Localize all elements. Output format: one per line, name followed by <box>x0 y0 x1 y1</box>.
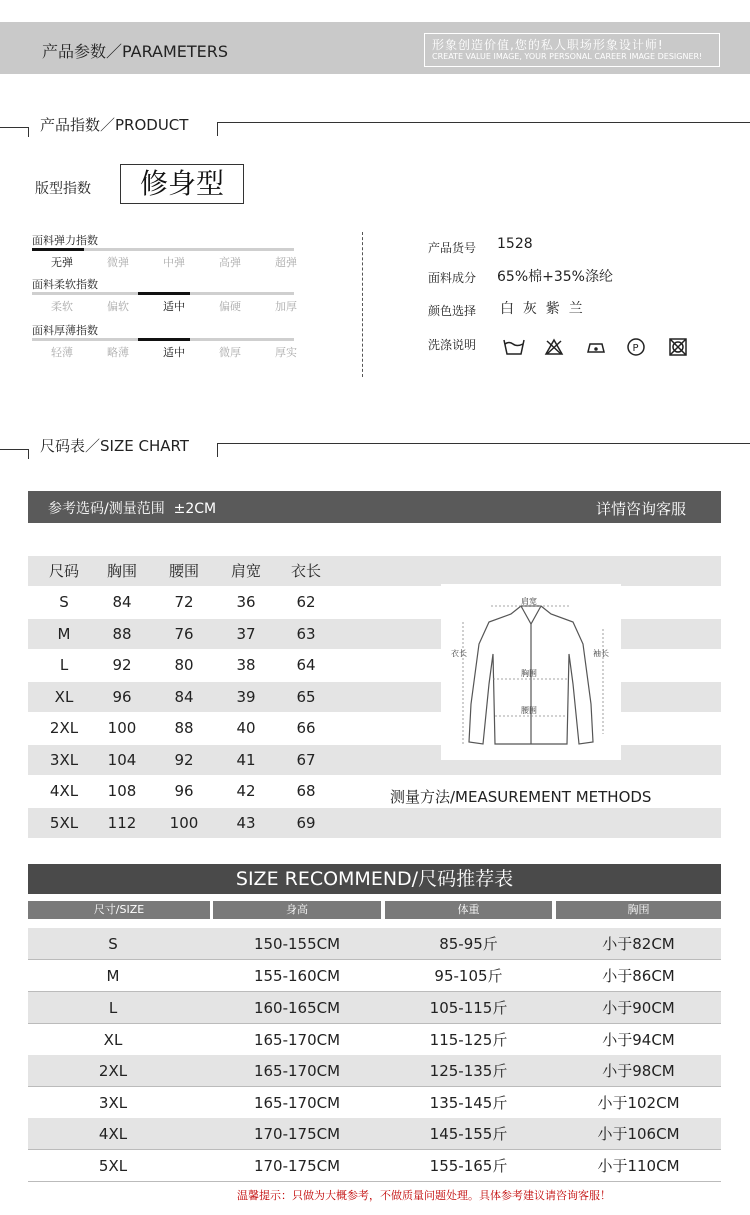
section-line-right <box>217 443 750 444</box>
code-value: 1528 <box>497 236 533 252</box>
svg-text:P: P <box>632 343 639 354</box>
scale-option: 加厚 <box>275 300 297 313</box>
recommend-cell: L <box>108 999 118 1017</box>
slogan-en: CREATE VALUE IMAGE, YOUR PERSONAL CAREER IMAGE DESIGNER! <box>432 52 703 61</box>
recommend-row <box>28 960 721 992</box>
scale-title: 面料柔软指数 <box>32 278 98 291</box>
size-cell: 72 <box>174 593 194 611</box>
recommend-cell: 小于82CM <box>602 935 675 953</box>
scale-option: 偏硬 <box>219 300 241 313</box>
recommend-cell: 135-145斤 <box>429 1094 508 1112</box>
slogan-cn: 形象创造价值,您的私人职场形象设计师! <box>432 38 664 52</box>
recommend-header-cell: 尺寸/SIZE <box>28 901 210 919</box>
recommend-cell: 115-125斤 <box>429 1031 508 1049</box>
size-cell: 92 <box>174 751 194 769</box>
fit-value: 修身型 <box>120 164 244 204</box>
recommend-row <box>28 1118 721 1150</box>
contact-service: 详情咨询客服 <box>596 500 687 518</box>
recommend-cell: 5XL <box>98 1157 128 1175</box>
section-tick <box>28 449 29 459</box>
size-cell: 43 <box>236 814 256 832</box>
recommend-title: SIZE RECOMMEND/尺码推荐表 <box>28 864 721 894</box>
size-cell: 80 <box>174 656 194 674</box>
size-cell: XL <box>54 688 74 706</box>
reference-range: 参考选码/测量范围 ±2CM <box>48 501 217 517</box>
scale-title: 面料厚薄指数 <box>32 324 98 337</box>
diagram-waist: 腰围 <box>521 706 537 715</box>
section-tick <box>217 122 218 136</box>
size-cell: 104 <box>107 751 137 769</box>
recommend-header-cell: 身高 <box>213 901 381 919</box>
scale-option: 略薄 <box>107 346 129 359</box>
size-cell: 88 <box>112 625 132 643</box>
iron-icon <box>588 344 604 352</box>
size-cell: 100 <box>169 814 199 832</box>
scale-option: 柔软 <box>51 300 73 313</box>
scale-option: 超弹 <box>275 256 297 269</box>
size-cell: 66 <box>296 719 316 737</box>
recommend-cell: 145-155斤 <box>429 1125 508 1143</box>
recommend-cell: 125-135斤 <box>429 1062 508 1080</box>
diagram-shoulder: 肩宽 <box>521 597 537 606</box>
material-label: 面料成分 <box>428 271 477 285</box>
scale-option: 适中 <box>163 300 185 313</box>
size-table-header <box>28 556 721 586</box>
recommend-cell: 155-160CM <box>253 967 341 985</box>
notice-text: 温馨提示：只做为大概参考，不做质量问题处理。具体参考建议请咨询客服！ <box>237 1189 611 1202</box>
recommend-row <box>28 1024 721 1056</box>
size-cell: 62 <box>296 593 316 611</box>
no-bleach-icon <box>546 340 562 354</box>
code-label: 产品货号 <box>428 241 477 255</box>
color-value: 白 灰 紫 兰 <box>500 301 583 317</box>
size-cell: 63 <box>296 625 316 643</box>
recommend-cell: 小于110CM <box>597 1157 680 1175</box>
recommend-row <box>28 1055 721 1087</box>
size-cell: 88 <box>174 719 194 737</box>
section-tick <box>28 127 29 137</box>
size-table-row <box>28 808 721 838</box>
size-cell: 65 <box>296 688 316 706</box>
diagram-chest: 胸围 <box>521 669 537 678</box>
size-cell: 2XL <box>49 719 79 737</box>
size-cell: 96 <box>174 782 194 800</box>
size-cell: 39 <box>236 688 256 706</box>
scale-option: 偏软 <box>107 300 129 313</box>
size-cell: 108 <box>107 782 137 800</box>
color-label: 颜色选择 <box>428 304 477 318</box>
size-cell: 100 <box>107 719 137 737</box>
scale-active-segment <box>138 338 190 341</box>
dry-clean-icon <box>628 339 644 355</box>
recommend-cell: 85-95斤 <box>439 935 498 953</box>
no-tumble-dry-icon <box>670 339 686 355</box>
recommend-cell: 165-170CM <box>253 1031 341 1049</box>
diagram-length: 衣长 <box>451 649 467 658</box>
size-cell: 36 <box>236 593 256 611</box>
recommend-header-cell: 胸围 <box>556 901 721 919</box>
row-divider <box>28 1181 721 1182</box>
recommend-cell: 150-155CM <box>253 935 341 953</box>
scale-option: 微厚 <box>219 346 241 359</box>
diagram-sleeve: 袖长 <box>593 649 609 658</box>
scale-option: 无弹 <box>51 256 73 269</box>
scale-option: 高弹 <box>219 256 241 269</box>
size-cell: 4XL <box>49 782 79 800</box>
recommend-cell: 小于90CM <box>602 999 675 1017</box>
recommend-cell: 95-105斤 <box>434 967 503 985</box>
material-value: 65%棉+35%涤纶 <box>497 269 613 285</box>
fit-label: 版型指数 <box>35 181 91 197</box>
size-cell: 40 <box>236 719 256 737</box>
size-cell: 112 <box>107 814 137 832</box>
scale-option: 适中 <box>163 346 185 359</box>
recommend-cell: 小于98CM <box>602 1062 675 1080</box>
size-cell: 3XL <box>49 751 79 769</box>
size-cell: M <box>57 625 71 643</box>
size-chart-title: 尺码表／SIZE CHART <box>40 437 189 455</box>
size-cell: 41 <box>236 751 256 769</box>
divider-dashed <box>362 232 363 377</box>
scale-option: 轻薄 <box>51 346 73 359</box>
size-cell: S <box>59 593 69 611</box>
shirt-diagram <box>441 584 621 760</box>
section-tick <box>217 443 218 457</box>
recommend-row <box>28 992 721 1024</box>
size-cell: 胸围 <box>106 562 137 580</box>
size-cell: 衣长 <box>290 562 321 580</box>
scale-option: 中弹 <box>163 256 185 269</box>
recommend-cell: S <box>108 935 118 953</box>
recommend-row <box>28 1087 721 1119</box>
wash-icons <box>500 336 700 358</box>
size-cell: 37 <box>236 625 256 643</box>
size-cell: 64 <box>296 656 316 674</box>
size-cell: 92 <box>112 656 132 674</box>
recommend-row <box>28 928 721 960</box>
recommend-cell: 155-165斤 <box>429 1157 508 1175</box>
recommend-cell: 3XL <box>98 1094 128 1112</box>
size-cell: 69 <box>296 814 316 832</box>
size-cell: 腰围 <box>168 562 199 580</box>
size-cell: 68 <box>296 782 316 800</box>
recommend-cell: 4XL <box>98 1125 128 1143</box>
scale-active-segment <box>32 248 84 251</box>
size-cell: 5XL <box>49 814 79 832</box>
size-cell: 84 <box>174 688 194 706</box>
recommend-cell: 小于106CM <box>597 1125 680 1143</box>
size-cell: 84 <box>112 593 132 611</box>
recommend-cell: 2XL <box>98 1062 128 1080</box>
hand-wash-icon <box>504 340 524 354</box>
size-cell: L <box>59 656 69 674</box>
wash-label: 洗涤说明 <box>428 338 477 352</box>
recommend-row <box>28 1150 721 1182</box>
scale-option: 微弹 <box>107 256 129 269</box>
recommend-cell: M <box>106 967 120 985</box>
recommend-cell: 小于94CM <box>602 1031 675 1049</box>
section-line-right <box>217 122 750 123</box>
scale-title: 面料弹力指数 <box>32 234 98 247</box>
recommend-cell: 小于102CM <box>597 1094 680 1112</box>
recommend-cell: 105-115斤 <box>429 999 508 1017</box>
size-cell: 肩宽 <box>230 562 261 580</box>
section-line-left <box>0 449 28 450</box>
page-title: 产品参数／PARAMETERS <box>42 42 229 61</box>
size-cell: 96 <box>112 688 132 706</box>
recommend-cell: XL <box>103 1031 123 1049</box>
section-line-left <box>0 127 28 128</box>
recommend-header-cell: 体重 <box>385 901 552 919</box>
recommend-cell: 170-175CM <box>253 1157 341 1175</box>
size-cell: 38 <box>236 656 256 674</box>
recommend-cell: 170-175CM <box>253 1125 341 1143</box>
recommend-cell: 165-170CM <box>253 1094 341 1112</box>
size-cell: 42 <box>236 782 256 800</box>
product-section-title: 产品指数／PRODUCT <box>40 116 189 134</box>
size-cell: 尺码 <box>48 562 79 580</box>
recommend-cell: 小于86CM <box>602 967 675 985</box>
measurement-diagram <box>441 584 621 760</box>
scale-active-segment <box>138 292 190 295</box>
size-cell: 67 <box>296 751 316 769</box>
size-cell: 76 <box>174 625 194 643</box>
recommend-cell: 160-165CM <box>253 999 341 1017</box>
recommend-cell: 165-170CM <box>253 1062 341 1080</box>
measure-caption: 测量方法/MEASUREMENT METHODS <box>390 788 652 806</box>
scale-option: 厚实 <box>275 346 297 359</box>
